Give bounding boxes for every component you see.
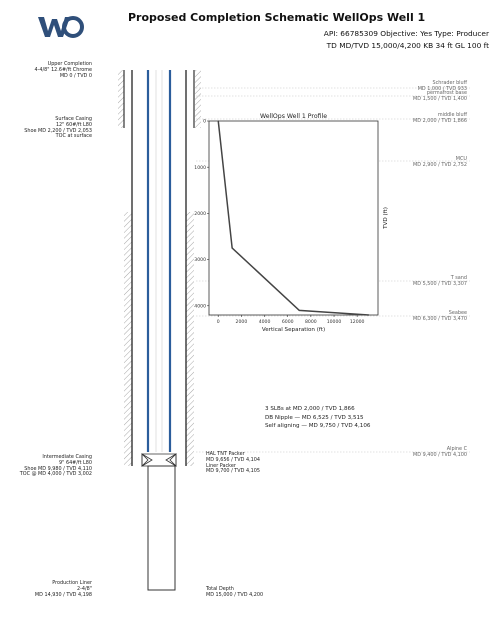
formation-label-mcu: MCU MD 2,900 / TVD 2,752	[413, 156, 467, 168]
y-tick-label: 1000	[194, 165, 206, 171]
well-info-line-2: TD MD/TVD 15,000/4,200 KB 34 ft GL 100 ft	[326, 41, 489, 50]
formation-label-seabee: Seabee MD 6,300 / TVD 3,470	[413, 310, 467, 322]
label-surface-casing: Surface Casing 12" 60#/ft L80 Shoe MD 2,200 / TVD 2,053 TOC at surface	[24, 116, 92, 140]
formation-label-permafrost-base: permafrost base MD 1,500 / TVD 1,400	[413, 90, 467, 102]
formation-label-middle-bluff: middle bluff MD 2,000 / TVD 1,866	[413, 112, 467, 124]
y-tick-label: 4000	[194, 304, 206, 310]
x-tick-label: 8000	[305, 320, 317, 325]
label-total-depth: Total Depth MD 15,000 / TVD 4,200	[206, 586, 264, 598]
formation-label-schrader-bluff: Schrader bluff MD 1,000 / TVD 933	[417, 80, 467, 92]
formation-label-t-sand: T sand MD 5,500 / TVD 3,307	[413, 275, 467, 287]
x-tick-label: 10000	[326, 320, 342, 325]
label-packer: HAL TNT Packer MD 9,656 / TVD 4,104 Liner Packer MD 9,700 / TVD 4,105	[206, 451, 260, 475]
trajectory-point	[368, 314, 369, 315]
x-tick-label: 4000	[258, 320, 271, 325]
page-title: Proposed Completion Schematic WellOps Well 1	[128, 11, 426, 24]
production-liner	[148, 466, 175, 590]
y-tick-label: 2000	[194, 211, 206, 217]
y-tick-label: 0	[203, 119, 206, 125]
label-production-liner: Production Liner 2-4/8" MD 14,930 / TVD 4,198	[34, 580, 92, 598]
x-tick-label: 0	[216, 320, 220, 325]
logo-text: WO	[74, 29, 76, 30]
chart-xlabel: Vertical Separation (ft)	[261, 327, 326, 333]
trajectory-point	[299, 310, 300, 311]
chart-frame	[209, 121, 378, 315]
y-tick-label: 3000	[194, 258, 206, 264]
well-profile-chart	[189, 108, 389, 333]
label-upper-completion: Upper Completion 4-4/8" 12.6#/ft Chrome MD 0 / TVD 0	[34, 61, 92, 79]
intermediate-cement-left	[124, 212, 132, 466]
hal-tnt-packer	[142, 454, 176, 466]
well-info-line-1: API: 66785309 Objective: Yes Type: Producer	[323, 29, 489, 38]
surface-cement-left	[118, 70, 124, 128]
completion-notes: 3 SLBs at MD 2,000 / TVD 1,866 DB Nipple — MD 6,525 / TVD 3,515 Self aligning — MD 9,750 / TVD 4,106	[265, 406, 371, 430]
chart-title: WellOps Well 1 Profile	[259, 113, 328, 120]
formation-label-alpine-c: Alpine C MD 9,400 / TVD 4,100	[413, 446, 467, 458]
chart-ylabel: TVD (ft)	[383, 207, 389, 229]
x-tick-label: 6000	[281, 320, 294, 325]
x-tick-label: 12000	[349, 320, 365, 325]
trajectory-point	[218, 120, 219, 121]
trajectory-point	[232, 247, 233, 248]
x-tick-label: 2000	[235, 320, 248, 325]
label-intermediate-casing: Intermediate Casing 9" 64#/ft L80 Shoe MD 9,980 / TVD 4,110 TOC @ MD 4,000 / TVD 3,002	[19, 454, 92, 478]
